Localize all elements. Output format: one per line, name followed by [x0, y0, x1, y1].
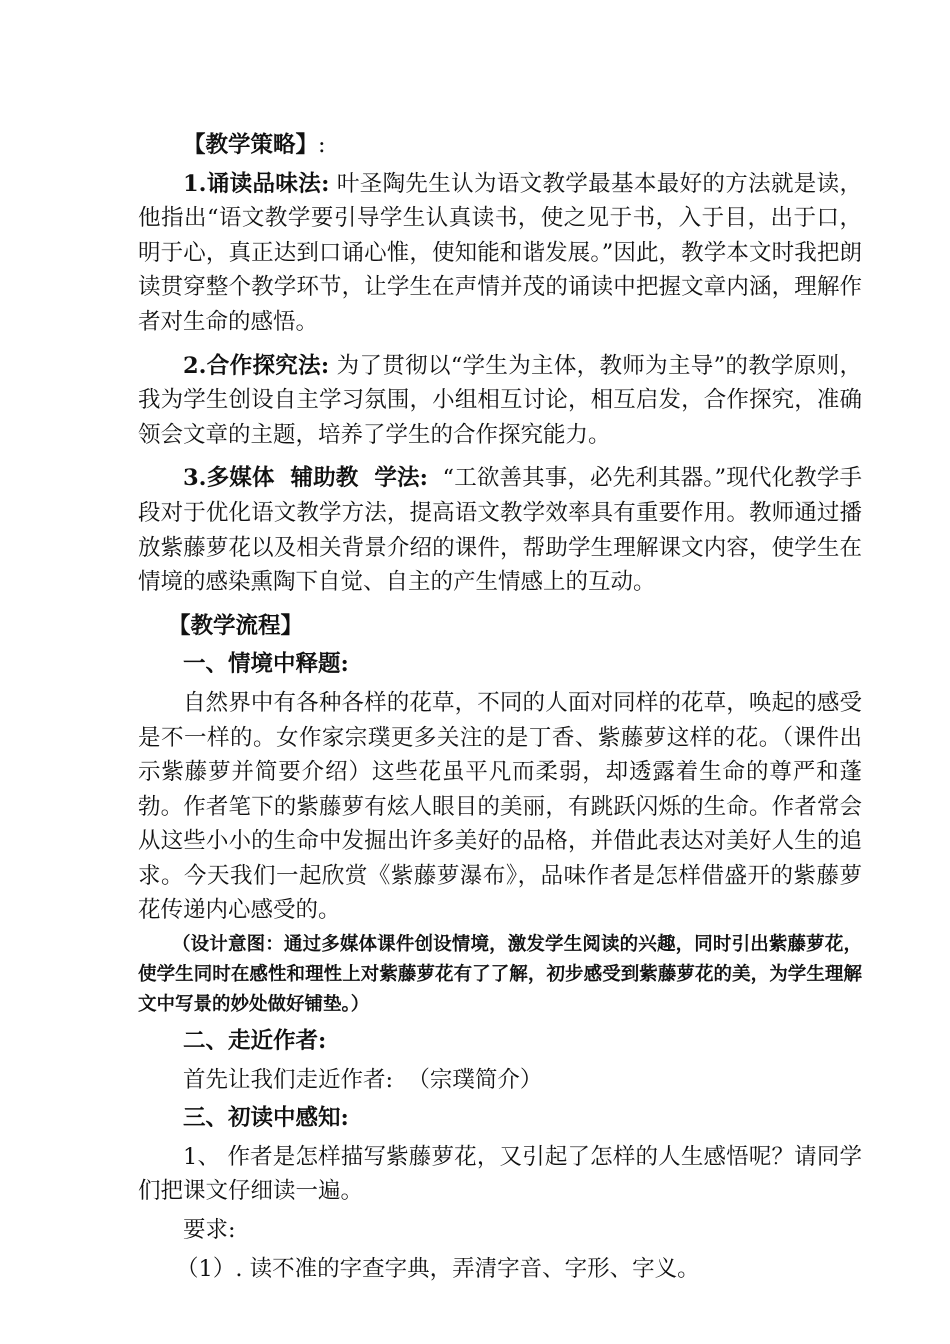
document-page [138, 128, 862, 1286]
strategy-heading-colon: : [318, 132, 326, 158]
strategy-item-2-label: 2.合作探究法: [183, 352, 330, 379]
strategy-item-3 [138, 461, 862, 599]
section-3-question-1: 1、 作者是怎样描写紫藤萝花，又引起了怎样的人生感悟呢？请同学们把课文仔细读一遍。 [138, 1143, 862, 1205]
section-2-body: 首先让我们走近作者: （宗璞简介） [183, 1066, 543, 1093]
section-1-body: 自然界中有各种各样的花草，不同的人面对同样的花草，唤起的感受是不一样的。女作家宗璞更多关注的是丁香、紫藤萝这样的花。（课件出示紫藤萝并简要介绍）这些花虽平凡而柔弱，却透露着生命的尊严和蓬勃。作者笔下的紫藤萝有炫人眼目的美丽，有跳跃闪烁的生命。作者常会从这些小小的生命中发掘出许多美好的品格，并借此表达对美好人生的追求。今天我们一起欣赏《紫藤萝瀑布》，品味作者是怎样借盛开的紫藤萝花传递内心感受的。 [138, 689, 862, 924]
strategy-heading-text: 【教学策略】 [183, 132, 319, 158]
strategy-item-1-label: 1.诵读品味法: [183, 170, 330, 197]
process-heading: 【教学流程】 [168, 612, 304, 639]
section-2-title: 二、走近作者: [183, 1028, 327, 1055]
strategy-item-2-text: 为了贯彻以“学生为主体，教师为主导”的教学原则，我为学生创设自主学习氛围，小组相互讨论，相互启发，合作探究，准确领会文章的主题，培养了学生的合作探究能力。 [138, 352, 862, 448]
strategy-item-3-label: 3.多媒体 辅助教 学法: [183, 465, 428, 492]
strategy-item-3-text: “工欲善其事，必先利其器。”现代化教学手段对于优化语文教学方法，提高语文教学效率具有重要作用。教师通过播放紫藤萝花以及相关背景介绍的课件，帮助学生理解课文内容，使学生在情境的感染熏陶下自觉、自主的产生情感上的互动。 [138, 465, 862, 596]
strategy-heading [138, 128, 862, 163]
section-1-title: 一、情境中释题: [183, 651, 349, 678]
section-3-requirement-label: 要求: [183, 1217, 236, 1244]
strategy-item-1-text: 叶圣陶先生认为语文教学最基本最好的方法就是读，他指出“语文教学要引导学生认真读书，使之见于书，入于目，出于口，明于心，真正达到口诵心惟，使知能和谐发展。”因此，教学本文时我把朗读贯穿整个教学环节，让学生在声情并茂的诵读中把握文章内涵，理解作者对生命的感悟。 [138, 170, 862, 335]
strategy-item-1 [138, 167, 862, 340]
section-3-title: 三、初读中感知: [183, 1105, 349, 1132]
strategy-item-2 [138, 349, 862, 453]
section-3-requirement-1: （1）. 读不准的字查字典，弄清字音、字形、字义。 [176, 1255, 700, 1282]
section-1-design-note: （设计意图：通过多媒体课件创设情境，激发学生阅读的兴趣，同时引出紫藤萝花，使学生同时在感性和理性上对紫藤萝花有了了解，初步感受到紫藤萝花的美，为学生理解文中写景的妙处做好铺垫。） [138, 934, 862, 1016]
